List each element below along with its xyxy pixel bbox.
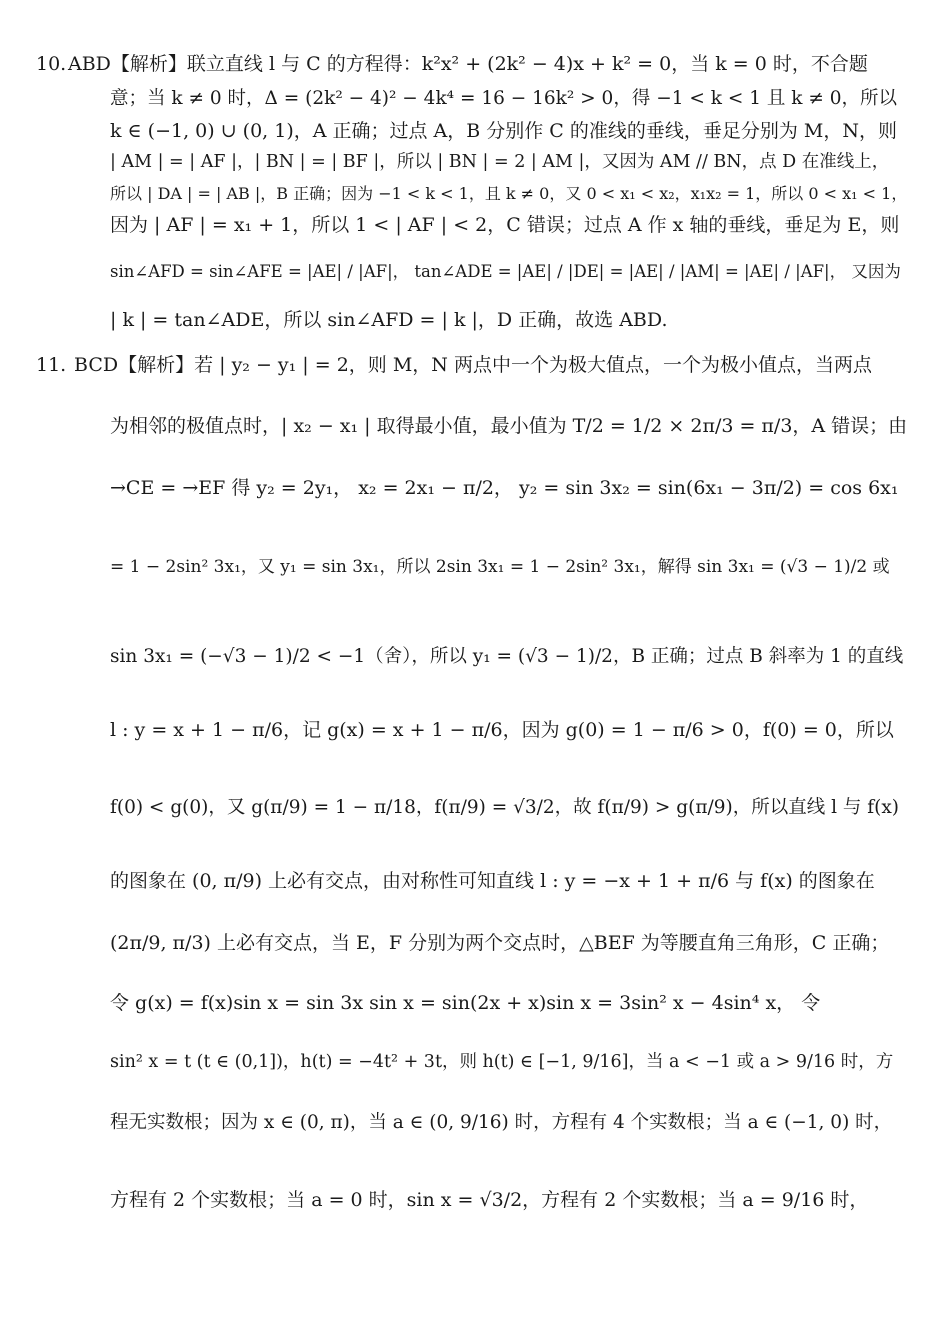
problem-11-text: 令 g(x) = f(x)sin x = sin 3x sin x = sin(2x + x)sin x = 3sin² x − 4sin⁴ x， 令 xyxy=(110,992,821,1014)
problem-11-text: (2π/9, π/3) 上必有交点，当 E，F 分别为两个交点时，△BEF 为等腰直角三角形，C 正确； xyxy=(110,932,890,954)
problem-11-text: f(0) < g(0)，又 g(π/9) = 1 − π/18，f(π/9) = √3/2，故 f(π/9) > g(π/9)，所以直线 l 与 f(x) xyxy=(110,797,899,818)
problem-10-number: 10. xyxy=(36,53,67,75)
problem-11-text: l : y = x + 1 − π/6，记 g(x) = x + 1 − π/6，因为 g(0) = 1 − π/6 > 0，f(0) = 0，所以 xyxy=(110,719,894,741)
problem-10-text: ABD【解析】联立直线 l 与 C 的方程得：k²x² + (2k² − 4)x + k² = 0，当 k = 0 时，不合题 xyxy=(68,53,868,75)
problem-11-text: 方程有 2 个实数根；当 a = 0 时，sin x = √3/2，方程有 2 个实数根；当 a = 9/16 时， xyxy=(110,1189,869,1211)
problem-11-text: 为相邻的极值点时，| x₂ − x₁ | 取得最小值，最小值为 T/2 = 1/2 × 2π/3 = π/3，A 错误；由 xyxy=(110,415,908,437)
problem-10-text: 意；当 k ≠ 0 时，Δ = (2k² − 4)² − 4k⁴ = 16 − 16k² > 0，得 −1 < k < 1 且 k ≠ 0，所以 xyxy=(110,88,897,109)
problem-11-text: 程无实数根；因为 x ∈ (0, π)，当 a ∈ (0, 9/16) 时，方程有 4 个实数根；当 a ∈ (−1, 0) 时， xyxy=(110,1112,893,1133)
problem-11-text: 的图象在 (0, π/9) 上必有交点，由对称性可知直线 l : y = −x + 1 + π/6 与 f(x) 的图象在 xyxy=(110,870,875,892)
problem-11-text: BCD【解析】若 | y₂ − y₁ | = 2，则 M，N 两点中一个为极大值点，一个为极小值点，当两点 xyxy=(74,354,872,376)
problem-11-text: →CE = →EF 得 y₂ = 2y₁， x₂ = 2x₁ − π/2， y₂ = sin 3x₂ = sin(6x₁ − 3π/2) = cos 6x₁ xyxy=(110,477,899,499)
problem-10-text: 所以 | DA | = | AB |，B 正确；因为 −1 < k < 1，且 k ≠ 0，又 0 < x₁ < x₂，x₁x₂ = 1，所以 0 < x₁ < 1， xyxy=(110,184,908,203)
problem-10-text: k ∈ (−1, 0) ∪ (0, 1)，A 正确；过点 A，B 分别作 C 的准线的垂线，垂足分别为 M，N，则 xyxy=(110,120,897,142)
problem-11-text: sin 3x₁ = (−√3 − 1)/2 < −1（舍），所以 y₁ = (√3 − 1)/2，B 正确；过点 B 斜率为 1 的直线 xyxy=(110,646,904,667)
problem-11-number: 11. xyxy=(36,354,67,376)
problem-10-text: | AM | = | AF |，| BN | = | BF |，所以 | BN | = 2 | AM |，又因为 AM // BN，点 D 在准线上， xyxy=(110,152,890,172)
problem-11-text: sin² x = t (t ∈ (0,1])，h(t) = −4t² + 3t，则 h(t) ∈ [−1, 9/16]，当 a < −1 或 a > 9/16 时，方 xyxy=(110,1052,894,1072)
problem-10-text: 因为 | AF | = x₁ + 1，所以 1 < | AF | < 2，C 错误；过点 A 作 x 轴的垂线，垂足为 E，则 xyxy=(110,214,900,236)
problem-10-text: sin∠AFD = sin∠AFE = |AE| / |AF|， tan∠ADE = |AE| / |DE| = |AE| / |AM| = |AE| / |AF|， 又因为 xyxy=(110,262,901,281)
problem-10-text: | k | = tan∠ADE，所以 sin∠AFD = | k |，D 正确，故选 ABD. xyxy=(110,309,668,331)
problem-11-text: = 1 − 2sin² 3x₁，又 y₁ = sin 3x₁，所以 2sin 3x₁ = 1 − 2sin² 3x₁，解得 sin 3x₁ = (√3 − 1)/2 或 xyxy=(110,557,890,577)
